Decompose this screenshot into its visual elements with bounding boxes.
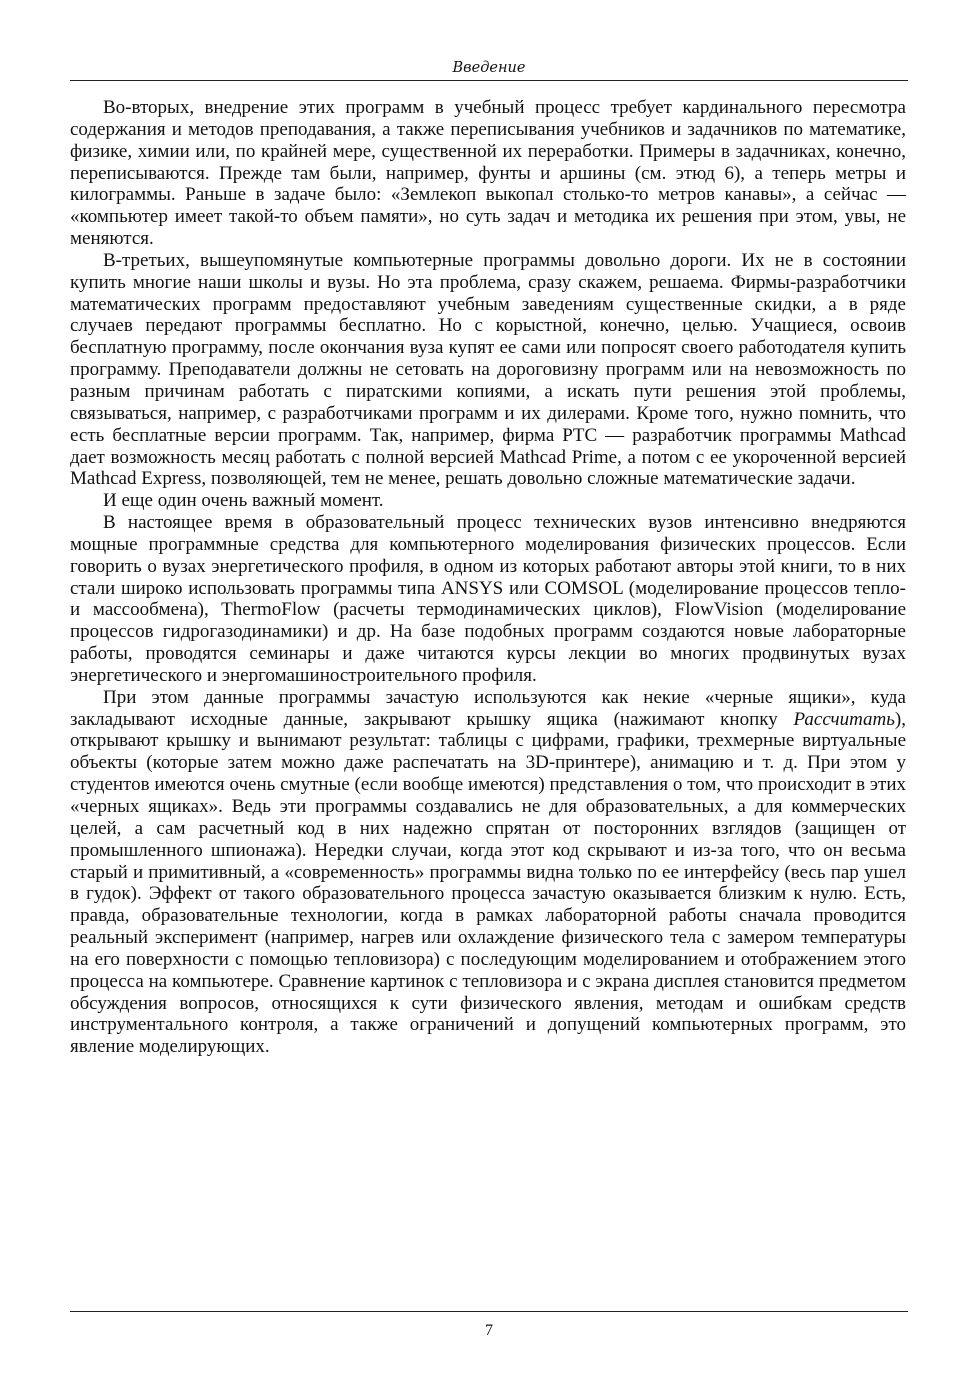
paragraph-second-point: Во-вторых, внедрение этих программ в учебный процесс требует кардинального пересмотра содержания и методов преподавания, а также переписывания учебников и задачников по математике, физике, химии или, по крайней мере, существенной их переработки. Примеры в задачниках, конечно, переписываются. Прежде там были, например, фунты и аршины (см. этюд 6), а теперь метры и килограммы. Раньше в задаче было: «Землекоп выкопал столько-то метров канавы», а сейчас — «компьютер имеет такой-то объем памяти», но суть задач и методика их решения при этом, увы, не меняются. — [70, 97, 906, 250]
calculate-button-term: Рассчитать — [793, 708, 895, 730]
paragraph-black-boxes-end: ), открывают крышку и вынимают результат: таблицы с цифрами, графики, трехмерные виртуальные объекты (которые затем можно даже распечатать на 3D-принтере), анимацию и т. д. При этом у студентов имеются очень смутные (если вообще имеются) представления о том, что происходит в этих «черных ящиках». Ведь эти программы создавались не для образовательных, а для коммерческих целей, а сам расчетный код в них надежно спрятан от посторонних взглядов (защищен от промышленного шпионажа). Нередки случаи, когда этот код скрывают и из-за того, что он весьма старый и примитивный, а «современность» программы видна только по ее интерфейсу (весь пар ушел в гудок). Эффект от такого образовательного процесса зачастую оказывается близким к нулю. Есть, правда, образовательные технологии, когда в рамках лабораторной работы сначала проводится реальный эксперимент (например, нагрев или охлаждение физического тела с замером температуры на его поверхности с помощью тепловизора) с последующим моделированием и отображением этого процесса на компьютере. Сравнение картинок с тепловизора и с экрана дисплея становится предметом обсуждения вопросов, относящихся к сути физического явления, методам и ошибкам средств инструментального контроля, а также ограничений и допущений компьютерных программ, это явление моделирующих. — [70, 708, 906, 1058]
paragraph-third-point: В-третьих, вышеупомянутые компьютерные программы довольно дороги. Их не в состоянии купить многие наши школы и вузы. Но эта проблема, сразу скажем, решаема. Фирмы-разработчики математических программ предоставляют учебным заведениям существенные скидки, а в ряде случаев передают программы бесплатно. Но с корыстной, конечно, целью. Учащиеся, освоив бесплатную программу, после окончания вуза купят ее сами или попросят своего работодателя купить программу. Преподаватели должны не сетовать на дороговизну программ или на невозможность по разным причинам работать с пиратскими копиями, а искать пути решения этой проблемы, связываться, например, с разработчиками программ и их дилерами. Кроме того, нужно помнить, что есть бесплатные версии программ. Так, например, фирма PTC — разработчик программы Mathcad дает возможность месяц работать с полной версией Mathcad Prime, а потом с ее укороченной версией Mathcad Express, позволяющей, тем не менее, решать довольно сложные математические задачи. — [70, 249, 906, 490]
paragraph-black-boxes — [70, 687, 906, 1058]
paragraph-black-boxes-start: При этом данные программы зачастую используются как некие «черные ящики», куда закладывают исходные данные, закрывают крышку ящика (нажимают кнопку — [70, 686, 906, 730]
paragraph-modeling-software: В настоящее время в образовательный процесс технических вузов интенсивно внедряются мощные программные средства для компьютерного моделирования физических процессов. Если говорить о вузах энергетического профиля, в одном из которых работают авторы этой книги, то в них стали широко использовать программы типа ANSYS или COMSOL (моделирование процессов тепло- и массообмена), ThermoFlow (расчеты термодинамических циклов), FlowVision (моделирование процессов гидрогазодинамики) и др. На базе подобных программ создаются новые лабораторные работы, проводятся семинары и даже читаются курсы лекции во многих продвинутых вузах энергетического и энергомашиностроительного профиля. — [70, 512, 906, 686]
body-text — [70, 97, 906, 1058]
page-number: 7 — [485, 1322, 493, 1339]
footer-divider — [70, 1311, 908, 1312]
running-header: Введение — [70, 58, 908, 81]
paragraph-important-moment: И еще один очень важный момент. — [103, 490, 384, 512]
